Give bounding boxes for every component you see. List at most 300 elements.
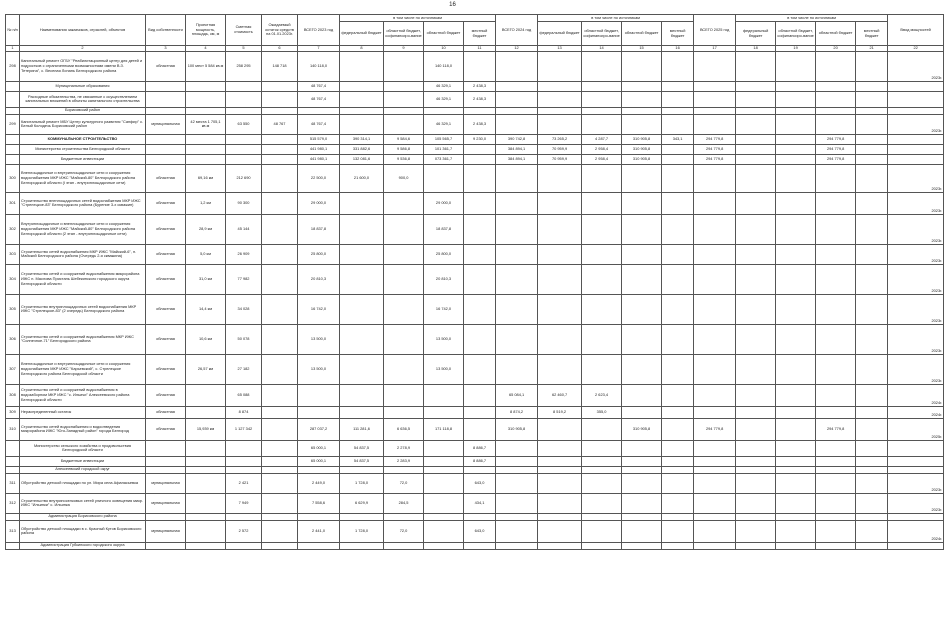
amount-cell: 8 519,2 <box>538 406 582 418</box>
amount-cell <box>816 264 856 294</box>
amount-cell <box>736 493 776 513</box>
amount-cell <box>424 473 464 493</box>
commissioning-year <box>888 542 944 549</box>
amount-cell: 65 000,1 <box>298 456 340 466</box>
amount-cell <box>340 542 384 549</box>
amount-cell <box>856 144 888 154</box>
amount-cell <box>816 214 856 244</box>
header-regional: областной бюджет <box>622 22 662 46</box>
ownership-cell: областная <box>146 294 186 324</box>
amount-cell <box>464 154 496 164</box>
commissioning-year: 2023г. <box>888 493 944 513</box>
amount-cell: 434,1 <box>464 493 496 513</box>
remainder-cell <box>262 244 298 264</box>
amount-cell <box>856 473 888 493</box>
amount-cell: 643,0 <box>464 473 496 493</box>
amount-cell <box>816 513 856 520</box>
capacity-cell: 1,2 км <box>186 192 226 214</box>
amount-cell <box>464 513 496 520</box>
row-number: 301 <box>6 192 20 214</box>
amount-cell <box>298 384 340 406</box>
ownership-cell <box>146 513 186 520</box>
amount-cell <box>776 473 816 493</box>
amount-cell <box>424 542 464 549</box>
amount-cell <box>496 264 538 294</box>
ownership-cell: областная <box>146 324 186 354</box>
section-row <box>6 81 944 91</box>
amount-cell <box>538 473 582 493</box>
object-name: Строительство внутрипоселковых сетей уличного освещения микр. ИЖС "Ильинки" с. Ильинка <box>20 493 146 513</box>
amount-cell <box>856 520 888 542</box>
header-total-2025: ВСЕГО 2025 год <box>694 15 736 46</box>
section-row <box>6 456 944 466</box>
amount-cell <box>662 520 694 542</box>
object-name: Строительство сетей водоснабжения МКР ИЖС "Майский-6", п. Майский Белгородского района (Очередь 2-я скважина) <box>20 244 146 264</box>
amount-cell <box>622 473 662 493</box>
amount-cell <box>776 154 816 164</box>
ownership-cell <box>146 466 186 473</box>
amount-cell <box>776 354 816 384</box>
amount-cell <box>496 520 538 542</box>
amount-cell: 9 584,6 <box>384 134 424 144</box>
amount-cell <box>384 192 424 214</box>
amount-cell <box>662 91 694 107</box>
cost-cell: 27 182 <box>226 354 262 384</box>
amount-cell: 2 283,9 <box>384 456 424 466</box>
amount-cell <box>816 384 856 406</box>
remainder-cell <box>262 440 298 456</box>
amount-cell <box>464 244 496 264</box>
heading-row <box>6 466 944 473</box>
amount-cell: 13 500,0 <box>298 324 340 354</box>
header-sources-2024: в том числе по источникам <box>538 15 694 22</box>
amount-cell: 2 438,3 <box>464 114 496 134</box>
column-index-cell: 17 <box>694 46 736 52</box>
amount-cell <box>736 324 776 354</box>
amount-cell <box>582 354 622 384</box>
amount-cell <box>622 440 662 456</box>
remainder-cell <box>262 107 298 114</box>
amount-cell <box>856 164 888 192</box>
header-name: Наименования заказчиков, отраслей, объектов <box>20 15 146 46</box>
amount-cell <box>340 466 384 473</box>
header-federal: федеральный бюджет <box>340 22 384 46</box>
amount-cell <box>662 466 694 473</box>
amount-cell <box>384 264 424 294</box>
amount-cell <box>340 114 384 134</box>
amount-cell <box>340 513 384 520</box>
cost-cell: 65 088 <box>226 384 262 406</box>
amount-cell: 48 767,4 <box>298 91 340 107</box>
amount-cell <box>384 244 424 264</box>
ownership-cell: областная <box>146 192 186 214</box>
amount-cell <box>662 440 694 456</box>
amount-cell <box>736 91 776 107</box>
amount-cell <box>496 440 538 456</box>
amount-cell <box>662 384 694 406</box>
amount-cell <box>496 294 538 324</box>
amount-cell: 65 000,1 <box>298 440 340 456</box>
ownership-cell: областная <box>146 418 186 440</box>
ownership-cell: областная <box>146 51 186 81</box>
amount-cell: 62 460,7 <box>538 384 582 406</box>
amount-cell <box>496 473 538 493</box>
amount-cell <box>662 493 694 513</box>
table-row <box>6 520 944 542</box>
amount-cell <box>582 466 622 473</box>
row-number: 302 <box>6 214 20 244</box>
amount-cell <box>464 324 496 354</box>
amount-cell <box>662 107 694 114</box>
amount-cell <box>736 542 776 549</box>
section-row <box>6 144 944 154</box>
header-no: № п/п <box>6 15 20 46</box>
remainder-cell <box>262 294 298 324</box>
amount-cell: 384 894,1 <box>496 144 538 154</box>
amount-cell <box>662 154 694 164</box>
ownership-cell: муниципальная <box>146 114 186 134</box>
amount-cell <box>776 294 816 324</box>
amount-cell: 643,0 <box>464 520 496 542</box>
amount-cell <box>856 264 888 294</box>
capacity-cell <box>186 384 226 406</box>
commissioning-year <box>888 81 944 91</box>
amount-cell <box>622 264 662 294</box>
amount-cell: 4 287,7 <box>582 134 622 144</box>
amount-cell <box>298 406 340 418</box>
ownership-cell <box>146 134 186 144</box>
amount-cell <box>538 542 582 549</box>
cost-cell <box>226 91 262 107</box>
amount-cell <box>776 384 816 406</box>
amount-cell <box>736 440 776 456</box>
amount-cell <box>464 542 496 549</box>
amount-cell <box>622 91 662 107</box>
amount-cell <box>384 114 424 134</box>
capacity-cell <box>186 406 226 418</box>
amount-cell <box>464 406 496 418</box>
amount-cell <box>538 456 582 466</box>
amount-cell <box>776 264 816 294</box>
remainder-cell <box>262 418 298 440</box>
amount-cell <box>776 51 816 81</box>
amount-cell: 46 329,1 <box>424 91 464 107</box>
amount-cell <box>298 513 340 520</box>
amount-cell <box>856 192 888 214</box>
amount-cell <box>622 114 662 134</box>
amount-cell: 2 958,4 <box>582 154 622 164</box>
amount-cell: 22 500,0 <box>298 164 340 192</box>
amount-cell <box>464 354 496 384</box>
section-row <box>6 91 944 107</box>
amount-cell <box>736 107 776 114</box>
commissioning-year <box>888 91 944 107</box>
amount-cell: 294 779,8 <box>816 134 856 144</box>
ownership-cell: областная <box>146 244 186 264</box>
row-number: 311 <box>6 473 20 493</box>
amount-cell: 384 894,1 <box>496 154 538 164</box>
amount-cell <box>424 384 464 406</box>
amount-cell <box>816 324 856 354</box>
commissioning-year <box>888 456 944 466</box>
cost-cell: 2 572 <box>226 520 262 542</box>
amount-cell <box>622 324 662 354</box>
column-index-cell: 6 <box>262 46 298 52</box>
amount-cell: 54 837,5 <box>340 440 384 456</box>
amount-cell <box>856 542 888 549</box>
amount-cell <box>464 418 496 440</box>
amount-cell <box>662 473 694 493</box>
amount-cell <box>816 406 856 418</box>
row-number: 298 <box>6 51 20 81</box>
amount-cell: 310 905,8 <box>622 144 662 154</box>
amount-cell <box>776 418 816 440</box>
object-name: Строительство внеплощадочных сетей водоснабжения МКР ИЖС "Стрелецкое-83" Белгородского района (Бурение 3-х скважин) <box>20 192 146 214</box>
amount-cell <box>424 493 464 513</box>
amount-cell <box>582 164 622 192</box>
remainder-cell: 148 718 <box>262 51 298 81</box>
object-name: Строительство внутриплощадочных сетей водоснабжения МКР ИЖС "Стрелецкое-83" (2 очередь) Белгородского района <box>20 294 146 324</box>
row-number <box>6 440 20 456</box>
amount-cell <box>816 354 856 384</box>
header-ownership: Вид собственности <box>146 15 186 46</box>
capacity-cell: 28,9 км <box>186 214 226 244</box>
amount-cell <box>496 164 538 192</box>
amount-cell <box>464 192 496 214</box>
amount-cell <box>538 513 582 520</box>
amount-cell <box>856 154 888 164</box>
amount-cell <box>736 456 776 466</box>
row-number <box>6 542 20 549</box>
amount-cell: 8 886,7 <box>464 440 496 456</box>
amount-cell <box>816 520 856 542</box>
amount-cell: 294 779,8 <box>694 418 736 440</box>
amount-cell <box>582 91 622 107</box>
amount-cell <box>582 456 622 466</box>
amount-cell: 46 329,1 <box>424 81 464 91</box>
remainder-cell <box>262 354 298 384</box>
amount-cell: 900,0 <box>384 164 424 192</box>
amount-cell <box>776 192 816 214</box>
amount-cell <box>736 164 776 192</box>
column-index-cell: 2 <box>20 46 146 52</box>
remainder-cell <box>262 493 298 513</box>
amount-cell <box>464 144 496 154</box>
amount-cell: 132 081,6 <box>340 154 384 164</box>
row-number <box>6 144 20 154</box>
remainder-cell <box>262 264 298 294</box>
amount-cell: 72,0 <box>384 473 424 493</box>
amount-cell <box>538 51 582 81</box>
commissioning-year: 2023г. <box>888 51 944 81</box>
capacity-cell <box>186 456 226 466</box>
amount-cell: 140 118,0 <box>298 51 340 81</box>
cost-cell: 34 028 <box>226 294 262 324</box>
amount-cell <box>662 542 694 549</box>
amount-cell: 294 779,8 <box>816 154 856 164</box>
row-number: 306 <box>6 324 20 354</box>
table-row <box>6 493 944 513</box>
amount-cell <box>582 192 622 214</box>
row-number <box>6 513 20 520</box>
amount-cell: 21 600,0 <box>340 164 384 192</box>
amount-cell <box>694 192 736 214</box>
amount-cell <box>384 384 424 406</box>
section-row <box>6 134 944 144</box>
amount-cell <box>736 114 776 134</box>
column-index-cell: 14 <box>582 46 622 52</box>
amount-cell <box>776 114 816 134</box>
amount-cell <box>856 406 888 418</box>
amount-cell <box>856 107 888 114</box>
amount-cell <box>582 418 622 440</box>
amount-cell <box>776 466 816 473</box>
row-number: 313 <box>6 520 20 542</box>
header-federal: федеральный бюджет <box>538 22 582 46</box>
remainder-cell <box>262 324 298 354</box>
amount-cell <box>340 294 384 324</box>
amount-cell <box>662 244 694 264</box>
amount-cell <box>464 107 496 114</box>
row-number: 312 <box>6 493 20 513</box>
amount-cell: 171 118,8 <box>424 418 464 440</box>
ownership-cell <box>146 81 186 91</box>
cost-cell <box>226 513 262 520</box>
object-name: Обустройство детской площадки в с. Красный Кутов Борисовского района <box>20 520 146 542</box>
amount-cell <box>582 244 622 264</box>
amount-cell <box>776 324 816 354</box>
amount-cell <box>816 51 856 81</box>
amount-cell: 72,0 <box>384 520 424 542</box>
cost-cell: 26 909 <box>226 244 262 264</box>
cost-cell <box>226 542 262 549</box>
column-index-cell: 16 <box>662 46 694 52</box>
section-name: Министерство сельского хозяйства и продовольствия Белгородской области <box>20 440 146 456</box>
cost-cell: 1 127 342 <box>226 418 262 440</box>
amount-cell <box>298 466 340 473</box>
amount-cell: 294 779,8 <box>816 144 856 154</box>
amount-cell <box>582 520 622 542</box>
amount-cell <box>582 513 622 520</box>
amount-cell <box>662 294 694 324</box>
header-sources-2023: в том числе по источникам <box>340 15 496 22</box>
amount-cell <box>856 466 888 473</box>
amount-cell: 48 767,4 <box>298 114 340 134</box>
commissioning-year: 2023г. <box>888 354 944 384</box>
amount-cell <box>776 456 816 466</box>
object-name: Обустройство детской площадки по ул. Мира села Афанасьевка <box>20 473 146 493</box>
remainder-cell <box>262 520 298 542</box>
capacity-cell <box>186 91 226 107</box>
amount-cell: 310 905,8 <box>622 134 662 144</box>
capacity-cell: 5,0 км <box>186 244 226 264</box>
amount-cell <box>694 107 736 114</box>
row-number: 307 <box>6 354 20 384</box>
column-index-cell: 7 <box>298 46 340 52</box>
table-row <box>6 244 944 264</box>
capacity-cell: 26,57 км <box>186 354 226 384</box>
amount-cell <box>736 418 776 440</box>
amount-cell <box>582 493 622 513</box>
amount-cell: 390 314,1 <box>340 134 384 144</box>
amount-cell <box>538 324 582 354</box>
investment-table <box>5 14 944 550</box>
ownership-cell: областная <box>146 164 186 192</box>
object-name: Капитальный ремонт ОГБУ "Реабилитационный центр для детей и подростков с ограниченными возможностями имени В.З. Тетерина", с. Веселая Лопань Белгородского района <box>20 51 146 81</box>
header-local: местный бюджет <box>856 22 888 46</box>
amount-cell <box>694 354 736 384</box>
cost-cell <box>226 107 262 114</box>
amount-cell <box>582 542 622 549</box>
object-name: Внеплощадочные и внутриплощадочные сети и сооружения водоснабжения МКР ИЖС "Карьевский", с. Стрелецкое Белгородского района Белгородской области <box>20 354 146 384</box>
amount-cell <box>582 473 622 493</box>
amount-cell <box>736 144 776 154</box>
amount-cell <box>496 91 538 107</box>
amount-cell <box>582 264 622 294</box>
amount-cell <box>384 214 424 244</box>
amount-cell: 13 500,0 <box>298 354 340 384</box>
object-name: Внеплощадочные и внутриплощадочные сети и сооружения водоснабжения МКР ИЖС "Майский-80" Белгородского района Белгородской области (I этап - внутриплощадочные сети) <box>20 164 146 192</box>
table-row <box>6 406 944 418</box>
amount-cell <box>776 91 816 107</box>
column-index-cell: 19 <box>776 46 816 52</box>
amount-cell <box>816 456 856 466</box>
header-regional-intra: областной бюджет, софинансиро-вание <box>582 22 622 46</box>
amount-cell: 073 361,7 <box>424 154 464 164</box>
amount-cell: 73 265,2 <box>538 134 582 144</box>
commissioning-year: 2023г. <box>888 192 944 214</box>
amount-cell <box>538 91 582 107</box>
amount-cell <box>662 418 694 440</box>
amount-cell <box>776 134 816 144</box>
row-number <box>6 134 20 144</box>
remainder-cell <box>262 466 298 473</box>
header-regional-intra: областной бюджет, софинансиро-вание <box>776 22 816 46</box>
table-row <box>6 214 944 244</box>
capacity-cell: 15,939 км <box>186 418 226 440</box>
remainder-cell <box>262 473 298 493</box>
amount-cell <box>816 107 856 114</box>
ownership-cell <box>146 440 186 456</box>
amount-cell <box>538 493 582 513</box>
amount-cell <box>496 493 538 513</box>
ownership-cell: муниципальная <box>146 473 186 493</box>
amount-cell <box>694 324 736 354</box>
commissioning-year: 2023г. <box>888 244 944 264</box>
table-row <box>6 354 944 384</box>
ownership-cell <box>146 542 186 549</box>
amount-cell <box>496 51 538 81</box>
amount-cell <box>816 466 856 473</box>
amount-cell <box>384 466 424 473</box>
amount-cell <box>538 264 582 294</box>
amount-cell <box>582 324 622 354</box>
amount-cell <box>856 324 888 354</box>
amount-cell <box>496 466 538 473</box>
amount-cell <box>856 294 888 324</box>
row-number: 305 <box>6 294 20 324</box>
remainder-cell <box>262 144 298 154</box>
amount-cell <box>622 542 662 549</box>
amount-cell <box>384 51 424 81</box>
amount-cell: 20 810,3 <box>424 264 464 294</box>
cost-cell <box>226 466 262 473</box>
amount-cell <box>496 354 538 384</box>
amount-cell <box>582 294 622 324</box>
amount-cell <box>736 51 776 81</box>
amount-cell <box>496 244 538 264</box>
amount-cell <box>340 354 384 384</box>
